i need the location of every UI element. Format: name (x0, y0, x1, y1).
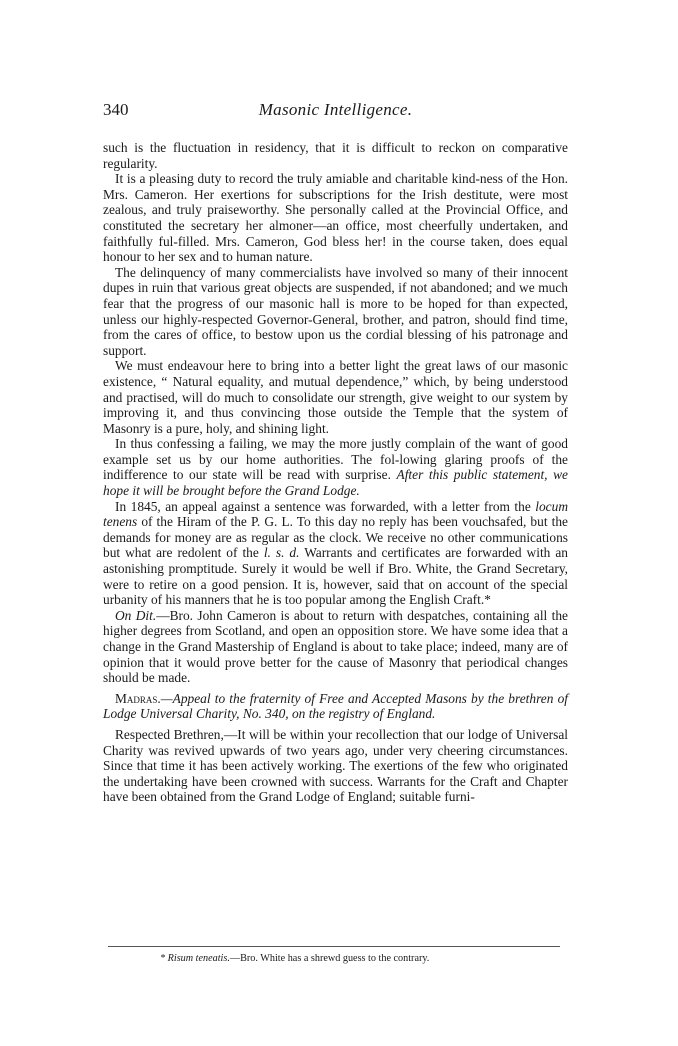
failing-text: In thus confessing a failing, we may the more justly complain of the want of good example set us by our home authorities. The fol-lowing glaring proofs of the indifference to our state will be read with surprise. (103, 436, 568, 483)
body-text (103, 140, 568, 805)
paragraph-delinquency: The delinquency of many commercialists have involved so many of their innocent dupes in ruin that various great objects are suspended, if not abandoned; and we much fear that the progress of our masonic hall is more to be hoped for than expected, unless our highly-respected Governor-General, brother, and patron, should find time, from the cares of office, to bestow upon us the cordial blessing of his patronage and support. (103, 264, 568, 358)
paragraph-1845-appeal (103, 499, 568, 608)
appeal-text-2: of the Hiram of the P. G. L. To this day no reply has been vouchsafed, but the demands for money are as regular as the clock. We receive no other communications but what are redolent of the (103, 514, 568, 561)
lsd-text: l. s. d. (263, 545, 300, 561)
footnote-divider (108, 946, 560, 947)
madras-appeal-title: —Appeal to the fraternity of Free and Accepted Masons by the brethren of Lodge Universal Charity, No. 340, on the registry of England. (103, 690, 568, 722)
madras-label: Madras. (115, 690, 161, 706)
appeal-text-3: Warrants and certificates are forwarded with an astonishing promptitude. Surely it would be well if Bro. White, the Grand Secretary, were to retire on a good pension. It is, however, said that on account of the special urbanity of his manners that he is too popular among the English Craft.* (103, 545, 568, 608)
paragraph-masonic-laws: We must endeavour here to bring into a better light the great laws of our masonic existence, “ Natural equality, and mutual dependence,” which, by being understood and practised, will do much to consolidate our strength, give weight to our system by improving it, and thus convincing those outside the Temple that the system of Masonry is a pure, holy, and shining light. (103, 358, 568, 436)
footnote (160, 952, 570, 965)
footnote-italic: * Risum teneatis. (160, 953, 230, 964)
paragraph-on-dit (103, 608, 568, 686)
failing-italic-text: After this public statement, we hope it will be brought before the Grand Lodge. (103, 467, 568, 499)
on-dit-heading: On Dit. (115, 607, 157, 623)
paragraph-madras-heading (103, 691, 568, 722)
paragraph-mrs-cameron: It is a pleasing duty to record the truly amiable and charitable kind-ness of the Hon. Mrs. Cameron. Her exertions for subscriptions for the Irish destitute, were most zealous, and truly praiseworthy. She personally called at the Provincial Office, and constituted the secretary her almoner—an office, most cheerfully undertaken, and faithfully ful-filled. Mrs. Cameron, God bless her! in the course taken, does equal honour to her sex and to human nature. (103, 171, 568, 265)
paragraph-failing (103, 436, 568, 498)
on-dit-text: —Bro. John Cameron is about to return with despatches, containing all the higher degrees from Scotland, and open an opposition store. We have some idea that a change in the Grand Mastership of England is about to take place; indeed, many are of opinion that it would prove better for the cause of Masonry that periodical changes should be made. (103, 607, 568, 686)
page-header (103, 100, 568, 124)
page-number: 340 (103, 100, 129, 119)
paragraph-respected-brethren: Respected Brethren,—It will be within your recollection that our lodge of Universal Charity was revived upwards of two years ago, under very cheering circumstances. Since that time it has been actively working. The exertions of the few who originated the undertaking have been crowned with success. Warrants for the Craft and Chapter have been obtained from the Grand Lodge of England; suitable furni- (103, 726, 568, 805)
running-title: Masonic Intelligence. (258, 100, 413, 119)
footnote-text: —Bro. White has a shrewd guess to the contrary. (229, 953, 430, 964)
appeal-text-1: In 1845, an appeal against a sentence was forwarded, with a letter from the (115, 498, 531, 514)
paragraph-residency: such is the fluctuation in residency, that it is difficult to reckon on comparative regularity. (103, 140, 568, 171)
locum-tenens-text: locum tenens (103, 498, 568, 530)
